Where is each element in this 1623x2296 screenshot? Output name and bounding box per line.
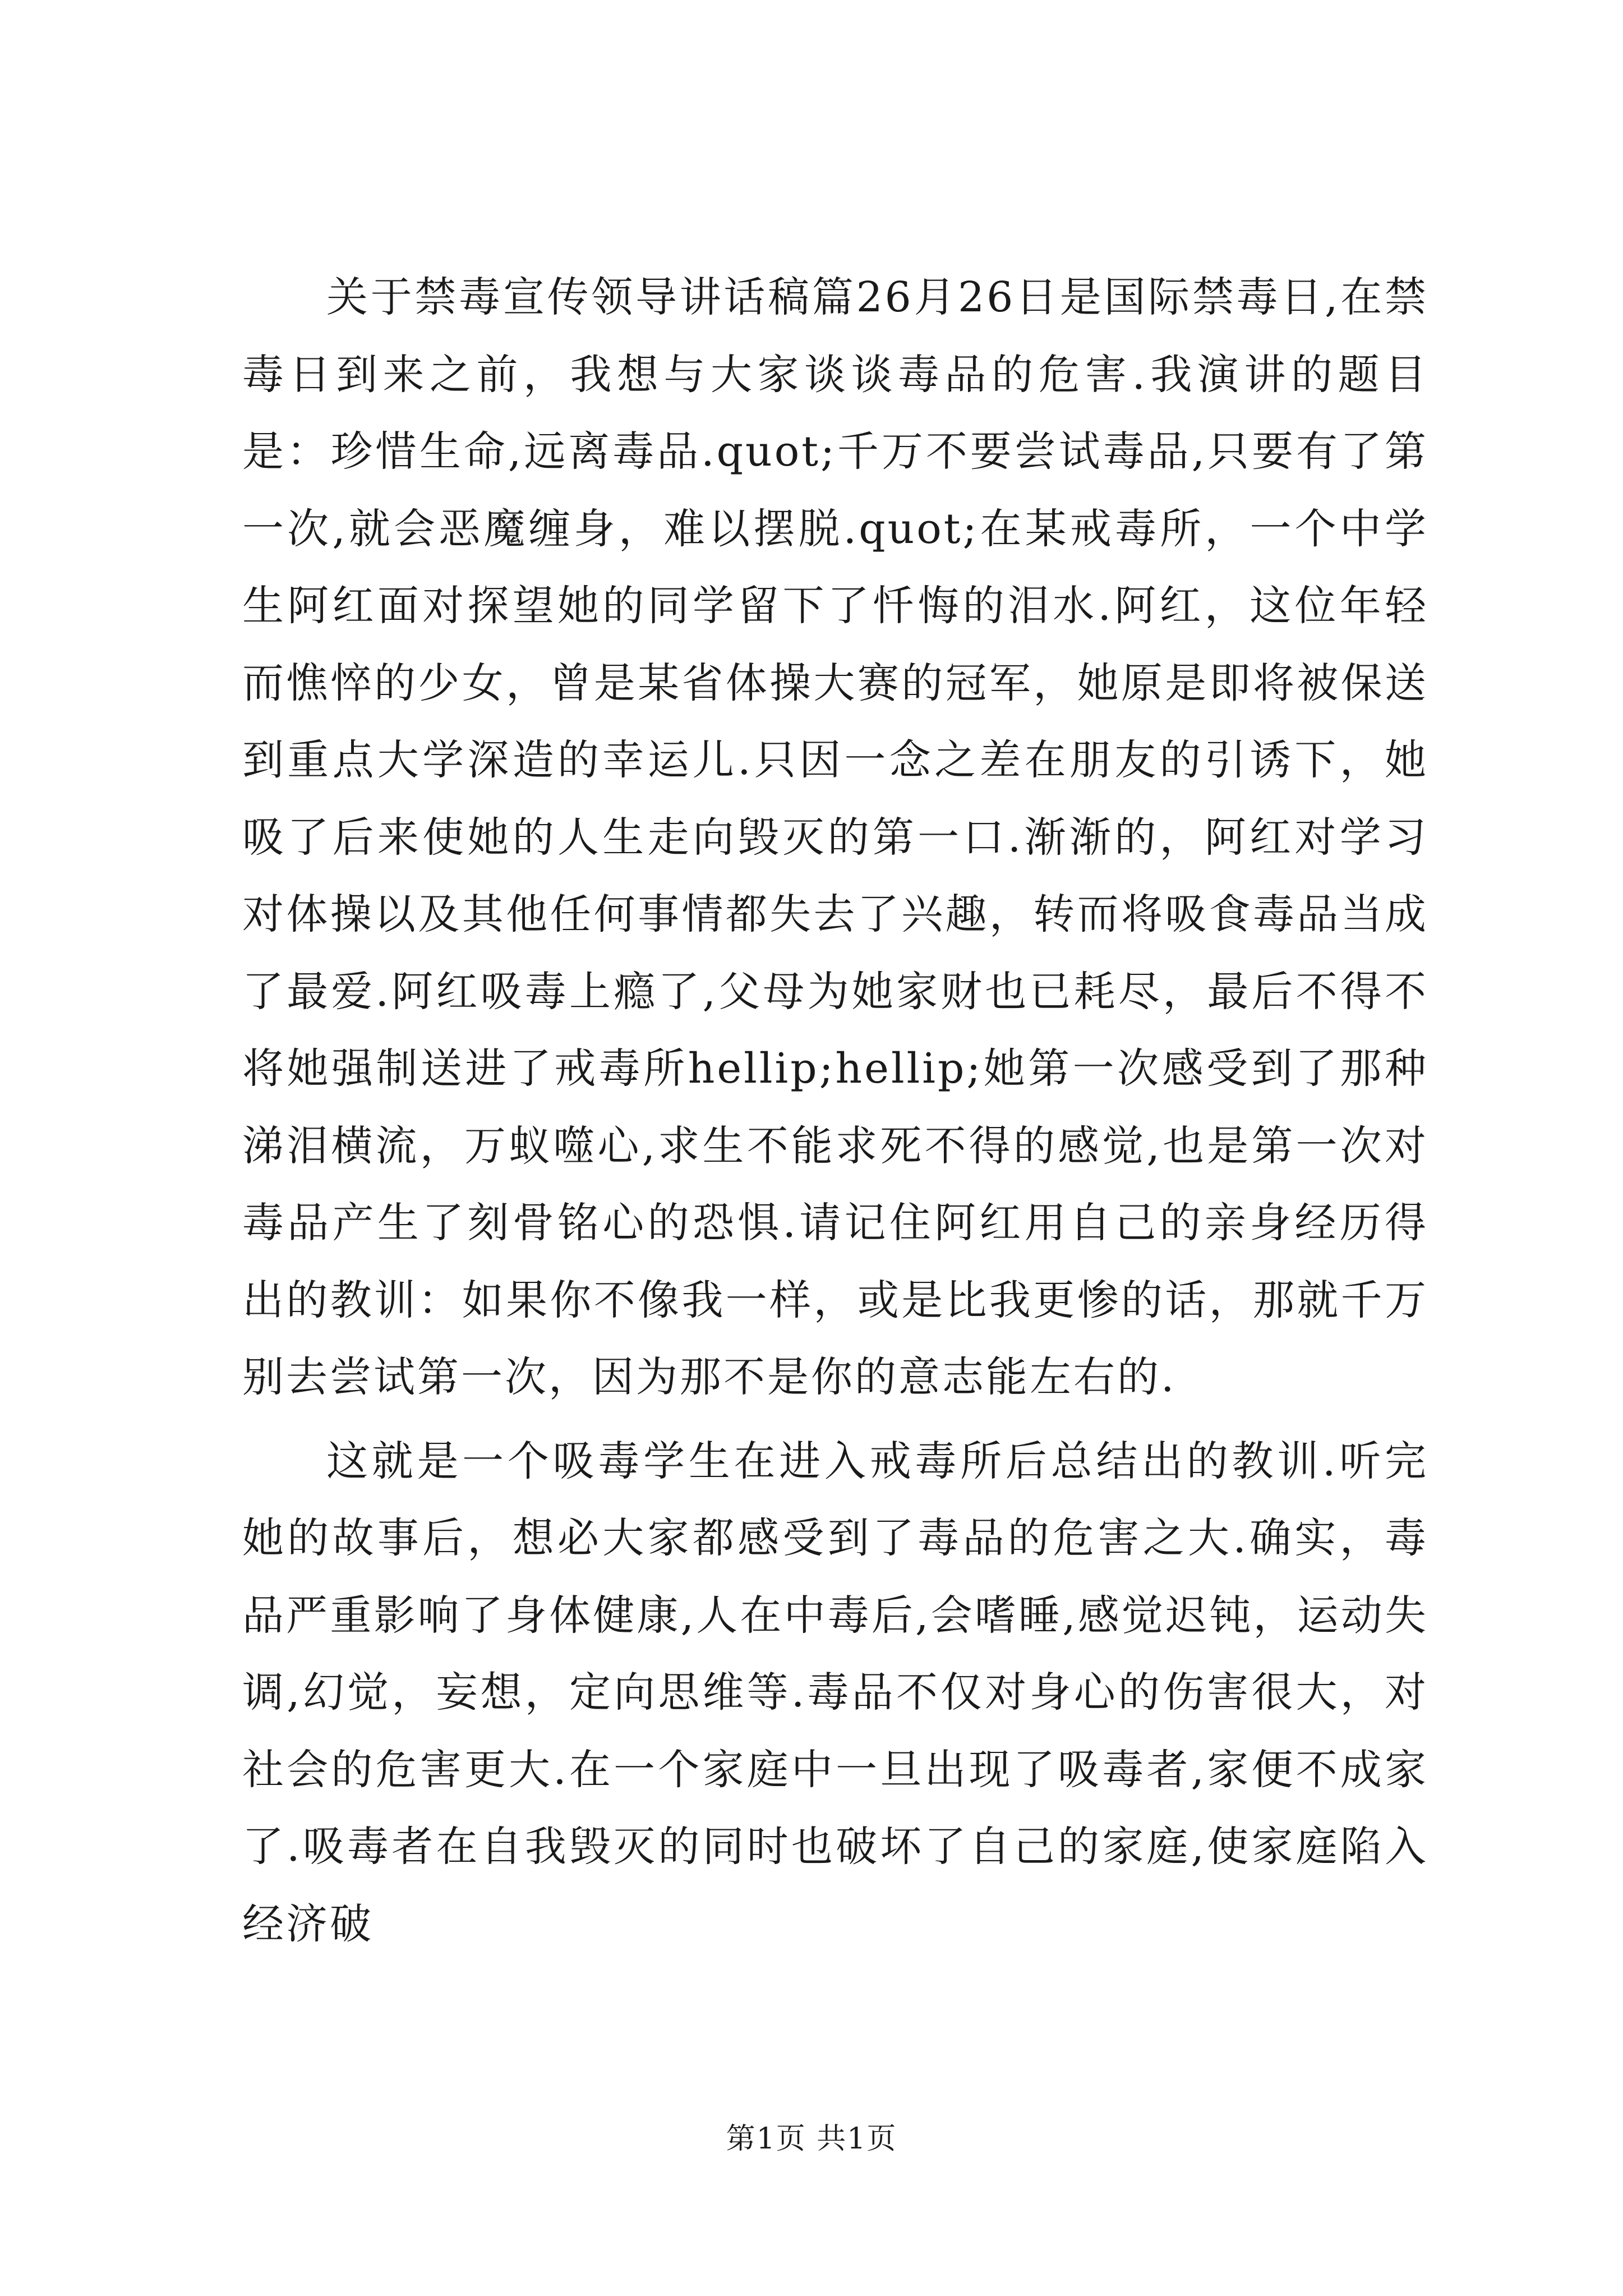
page-footer: 第1页 共1页 — [726, 2122, 897, 2156]
paragraph-1: 关于禁毒宣传领导讲话稿篇26月26日是国际禁毒日,在禁毒日到来之前，我想与大家谈谈毒品的危害.我演讲的题目是：珍惜生命,远离毒品.quot;千万不要尝试毒品,只要有了第一次,就会恶魔缠身，难以摆脱.quot;在某戒毒所，一个中学生阿红面对探望她的同学留下了忏悔的泪水.阿红，这位年轻而憔悴的少女，曾是某省体操大赛的冠军，她原是即将被保送到重点大学深造的幸运儿.只因一念之差在朋友的引诱下，她吸了后来使她的人生走向毁灭的第一口.渐渐的，阿红对学习对体操以及其他任何事情都失去了兴趣，转而将吸食毒品当成了最爱.阿红吸毒上瘾了,父母为她家财也已耗尽，最后不得不将她强制送进了戒毒所hellip;hellip;她第一次感受到了那种涕泪横流，万蚁噬心,求生不能求死不得的感觉,也是第一次对毒品产生了刻骨铭心的恐惧.请记住阿红用自己的亲身经历得出的教训：如果你不像我一样，或是比我更惨的话，那就千万别去尝试第一次，因为那不是你的意志能左右的. — [242, 273, 1428, 1401]
document-body — [242, 259, 1428, 1963]
paragraph-2: 这就是一个吸毒学生在进入戒毒所后总结出的教训.听完她的故事后，想必大家都感受到了毒品的危害之大.确实，毒品严重影响了身体健康,人在中毒后,会嗜睡,感觉迟钝，运动失调,幻觉，妄想，定向思维等.毒品不仅对身心的伤害很大，对社会的危害更大.在一个家庭中一旦出现了吸毒者,家便不成家了.吸毒者在自我毁灭的同时也破坏了自己的家庭,使家庭陷入经济破 — [242, 1437, 1428, 1948]
